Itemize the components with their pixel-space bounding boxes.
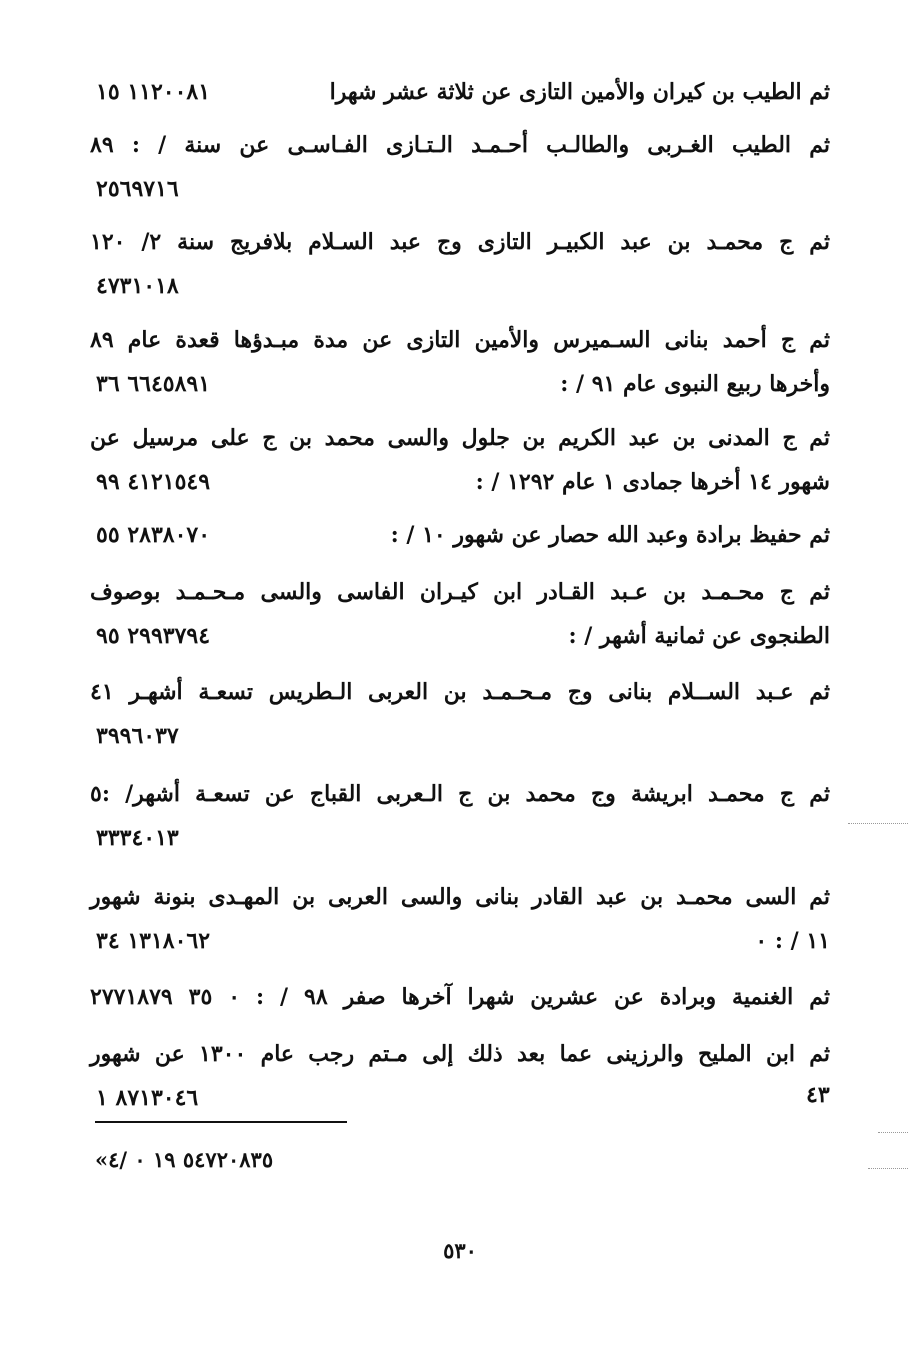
entry-amount: ١٣١٨٠٦٢ ٣٤ [96,928,211,954]
entry-line [90,418,830,458]
entry-amount: ٤١٢١٥٤٩ ٩٩ [96,469,211,495]
entry-line [90,921,830,961]
entry-line [90,320,830,360]
scan-mark [848,823,908,824]
entry-line [90,877,830,917]
entry-text: شهور ١٤ أخرها جمادى ١ عام ١٢٩٢ / : [475,469,830,495]
entry-line [90,462,830,502]
entry-line [90,1034,830,1074]
scan-mark [878,1132,908,1133]
entry-line [90,572,830,612]
entry-text: ثم الغنمية وبرادة عن عشرين شهرا آخرها صفر ٩٨ / : ٠ ٣٥ ٢٧٧١٨٧٩ [90,984,830,1010]
entry-amount: ٢٨٣٨٠٧٠ ٥٥ [96,522,211,548]
entry-line [90,364,830,404]
entry-amount: ٢٥٦٩٧١٦ [96,176,179,202]
entry-text: ثم ج محـمـد بن عـبد القـادر ابن كيـران الفاسى والسى مـحـمـد بوصوف [90,579,830,605]
entry-line [90,1078,830,1118]
entry-text: ثم حفيظ برادة وعبد الله حصار عن شهور ١٠ / : [390,522,830,548]
entry-line [90,125,830,165]
entry-text: الطنجوى عن ثمانية أشهر / : [568,623,830,649]
entry-text: ثم السى محمـد بن عبد القادر بنانى والسى العربى بن المهـدى بنونة شهور [90,884,830,910]
entry-text: ثم الطيب بن كيران والأمين التازى عن ثلاثة عشر شهرا [329,79,830,105]
entry-amount: ٣٣٣٤٠١٣ [96,825,179,851]
entry-amount: ٤٧٣١٠١٨ [96,273,179,299]
entry-text: وأخرها ربيع النبوى عام ٩١ / : [560,371,830,397]
entry-text: ثم ج المدنى بن عبد الكريم بن جلول والسى محمد بن ج على مرسيل عن [90,425,830,451]
entry-line [90,977,830,1017]
entry-amount: ٣٩٩٦٠٣٧ [96,723,179,749]
entry-amount: ٨٧١٣٠٤٦ ١ [96,1085,199,1111]
entry-text: ثم الطيب الغـربى والطالـب أحـمـد الـتـازى الفـاسـى عن سنة / : ٨٩ [90,132,830,158]
entry-line [90,515,830,555]
footnote-rule [95,1121,347,1123]
entry-text: ثم ابن المليح والرزينى عما بعد ذلك إلى مـتم رجب عام ١٣٠٠ عن شهور [90,1041,830,1067]
footnote-text: «٥٤٧٢٠٨٣٥ ١٩ ٠ /٤ [95,1147,274,1172]
entry-amount: ١١٢٠٠٨١ ١٥ [96,79,211,105]
scan-mark [868,1168,908,1169]
entry-amount: ٢٩٩٣٧٩٤ ٩٥ [96,623,211,649]
entry-amount: ٦٦٤٥٨٩١ ٣٦ [96,371,211,397]
entry-text: ثم ج أحمد بنانى السـميرس والأمين التازى عن مدة مبـدؤها قعدة عام ٨٩ [90,327,830,353]
entry-text: ثم ج محمـد بن عبد الكبيـر التازى وج عبد السـلام بلافريج سنة ٢/ ١٢٠ [90,229,830,255]
entry-line [90,716,830,756]
entry-line [90,169,830,209]
margin-number: ٤٣ [806,1082,830,1108]
entry-line [90,266,830,306]
page-number: ٥٣٠ [443,1238,477,1263]
entry-line [90,672,830,712]
entry-line [90,616,830,656]
entry-line [90,774,830,814]
entry-text: ١١ / : ٠ [755,928,830,954]
entry-line [90,72,830,112]
entry-text: ثم ج محمـد ابريشة وج محمد بن ج الـعربى القباج عن تسعـة أشهر/ :٥ [90,781,830,807]
entry-line [90,222,830,262]
entry-line [90,818,830,858]
entry-text: ثم عـبد الســلام بنانى وج مـحـمـد بن العربى الـطريس تسعـة أشهـر ٤١ [90,679,830,705]
